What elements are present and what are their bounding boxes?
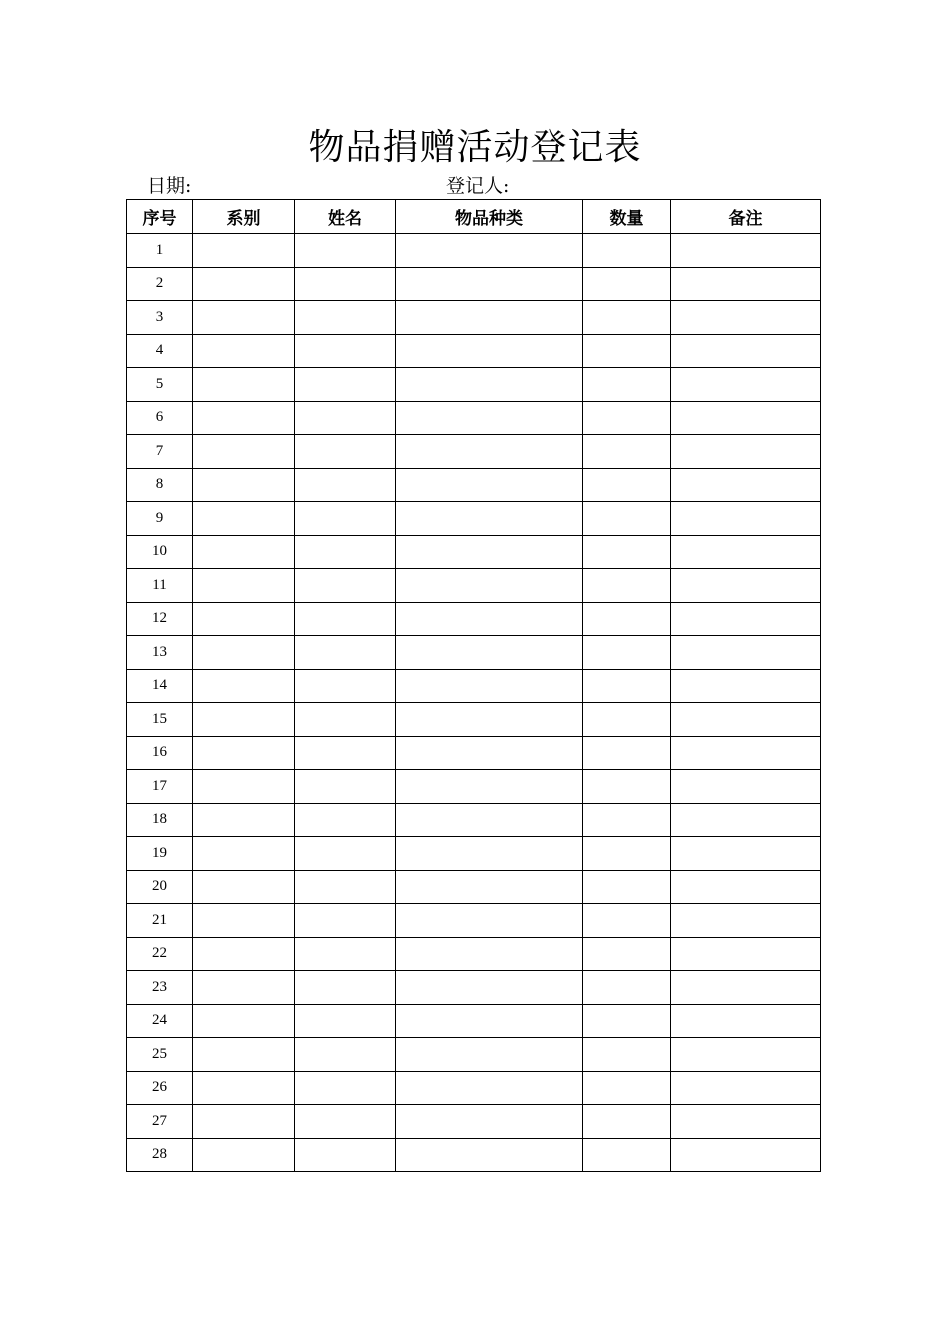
- remarks-cell[interactable]: [671, 569, 821, 603]
- table-row: [127, 234, 821, 268]
- quantity-cell[interactable]: [583, 468, 671, 502]
- seq-cell: 12: [127, 602, 193, 636]
- remarks-cell[interactable]: [671, 937, 821, 971]
- seq-cell: 8: [127, 468, 193, 502]
- department-cell[interactable]: [193, 1004, 295, 1038]
- name-cell[interactable]: [295, 971, 396, 1005]
- seq-cell: 21: [127, 904, 193, 938]
- seq-cell: 5: [127, 368, 193, 402]
- name-cell[interactable]: [295, 1105, 396, 1139]
- item-type-cell[interactable]: [396, 435, 583, 469]
- remarks-cell[interactable]: [671, 971, 821, 1005]
- quantity-cell[interactable]: [583, 602, 671, 636]
- remarks-cell[interactable]: [671, 401, 821, 435]
- name-cell[interactable]: [295, 368, 396, 402]
- table-row: [127, 569, 821, 603]
- seq-cell: 16: [127, 736, 193, 770]
- column-header-name: 姓名: [295, 200, 396, 234]
- seq-cell: 20: [127, 870, 193, 904]
- department-cell[interactable]: [193, 736, 295, 770]
- quantity-cell[interactable]: [583, 736, 671, 770]
- quantity-cell[interactable]: [583, 904, 671, 938]
- seq-cell: 15: [127, 703, 193, 737]
- department-cell[interactable]: [193, 770, 295, 804]
- item-type-cell[interactable]: [396, 301, 583, 335]
- department-cell[interactable]: [193, 401, 295, 435]
- quantity-cell[interactable]: [583, 971, 671, 1005]
- quantity-cell[interactable]: [583, 368, 671, 402]
- name-cell[interactable]: [295, 468, 396, 502]
- remarks-cell[interactable]: [671, 234, 821, 268]
- seq-cell: 26: [127, 1071, 193, 1105]
- seq-cell: 14: [127, 669, 193, 703]
- table-row: [127, 401, 821, 435]
- table-row: [127, 468, 821, 502]
- item-type-cell[interactable]: [396, 803, 583, 837]
- name-cell[interactable]: [295, 502, 396, 536]
- department-cell[interactable]: [193, 502, 295, 536]
- seq-cell: 19: [127, 837, 193, 871]
- table-row: [127, 334, 821, 368]
- remarks-cell[interactable]: [671, 669, 821, 703]
- table-row: [127, 1138, 821, 1172]
- remarks-cell[interactable]: [671, 1105, 821, 1139]
- item-type-cell[interactable]: [396, 971, 583, 1005]
- name-cell[interactable]: [295, 703, 396, 737]
- quantity-cell[interactable]: [583, 334, 671, 368]
- name-cell[interactable]: [295, 669, 396, 703]
- quantity-cell[interactable]: [583, 1004, 671, 1038]
- name-cell[interactable]: [295, 535, 396, 569]
- column-header-quantity: 数量: [583, 200, 671, 234]
- remarks-cell[interactable]: [671, 703, 821, 737]
- item-type-cell[interactable]: [396, 1038, 583, 1072]
- column-header-department: 系别: [193, 200, 295, 234]
- registrar-label: 登记人:: [446, 175, 510, 197]
- quantity-cell[interactable]: [583, 535, 671, 569]
- name-cell[interactable]: [295, 1071, 396, 1105]
- item-type-cell[interactable]: [396, 602, 583, 636]
- department-cell[interactable]: [193, 468, 295, 502]
- name-cell[interactable]: [295, 1138, 396, 1172]
- name-cell[interactable]: [295, 401, 396, 435]
- item-type-cell[interactable]: [396, 334, 583, 368]
- department-cell[interactable]: [193, 837, 295, 871]
- table-row: [127, 602, 821, 636]
- department-cell[interactable]: [193, 267, 295, 301]
- quantity-cell[interactable]: [583, 435, 671, 469]
- seq-cell: 9: [127, 502, 193, 536]
- item-type-cell[interactable]: [396, 669, 583, 703]
- department-cell[interactable]: [193, 904, 295, 938]
- table-row: [127, 971, 821, 1005]
- quantity-cell[interactable]: [583, 1038, 671, 1072]
- name-cell[interactable]: [295, 602, 396, 636]
- table-row: [127, 770, 821, 804]
- seq-cell: 25: [127, 1038, 193, 1072]
- table-row: [127, 1038, 821, 1072]
- quantity-cell[interactable]: [583, 301, 671, 335]
- remarks-cell[interactable]: [671, 904, 821, 938]
- seq-cell: 13: [127, 636, 193, 670]
- seq-cell: 28: [127, 1138, 193, 1172]
- name-cell[interactable]: [295, 1038, 396, 1072]
- department-cell[interactable]: [193, 1038, 295, 1072]
- remarks-cell[interactable]: [671, 368, 821, 402]
- name-cell[interactable]: [295, 1004, 396, 1038]
- remarks-cell[interactable]: [671, 803, 821, 837]
- table-row: [127, 669, 821, 703]
- table-row: [127, 870, 821, 904]
- item-type-cell[interactable]: [396, 1105, 583, 1139]
- table-row: [127, 535, 821, 569]
- department-cell[interactable]: [193, 669, 295, 703]
- item-type-cell[interactable]: [396, 535, 583, 569]
- quantity-cell[interactable]: [583, 669, 671, 703]
- quantity-cell[interactable]: [583, 803, 671, 837]
- table-row: [127, 502, 821, 536]
- quantity-cell[interactable]: [583, 234, 671, 268]
- remarks-cell[interactable]: [671, 1071, 821, 1105]
- quantity-cell[interactable]: [583, 837, 671, 871]
- table-row: [127, 803, 821, 837]
- department-cell[interactable]: [193, 602, 295, 636]
- department-cell[interactable]: [193, 803, 295, 837]
- table-row: [127, 937, 821, 971]
- department-cell[interactable]: [193, 1105, 295, 1139]
- seq-cell: 7: [127, 435, 193, 469]
- remarks-cell[interactable]: [671, 435, 821, 469]
- name-cell[interactable]: [295, 803, 396, 837]
- quantity-cell[interactable]: [583, 1138, 671, 1172]
- seq-cell: 27: [127, 1105, 193, 1139]
- item-type-cell[interactable]: [396, 837, 583, 871]
- remarks-cell[interactable]: [671, 468, 821, 502]
- department-cell[interactable]: [193, 1071, 295, 1105]
- department-cell[interactable]: [193, 569, 295, 603]
- name-cell[interactable]: [295, 334, 396, 368]
- seq-cell: 2: [127, 267, 193, 301]
- name-cell[interactable]: [295, 267, 396, 301]
- quantity-cell[interactable]: [583, 937, 671, 971]
- remarks-cell[interactable]: [671, 334, 821, 368]
- column-header-seq: 序号: [127, 200, 193, 234]
- department-cell[interactable]: [193, 636, 295, 670]
- item-type-cell[interactable]: [396, 401, 583, 435]
- name-cell[interactable]: [295, 435, 396, 469]
- name-cell[interactable]: [295, 937, 396, 971]
- table-row: [127, 267, 821, 301]
- remarks-cell[interactable]: [671, 736, 821, 770]
- item-type-cell[interactable]: [396, 904, 583, 938]
- seq-cell: 10: [127, 535, 193, 569]
- seq-cell: 24: [127, 1004, 193, 1038]
- department-cell[interactable]: [193, 435, 295, 469]
- name-cell[interactable]: [295, 870, 396, 904]
- table-row: [127, 1004, 821, 1038]
- item-type-cell[interactable]: [396, 234, 583, 268]
- seq-cell: 17: [127, 770, 193, 804]
- seq-cell: 22: [127, 937, 193, 971]
- seq-cell: 3: [127, 301, 193, 335]
- department-cell[interactable]: [193, 234, 295, 268]
- name-cell[interactable]: [295, 837, 396, 871]
- quantity-cell[interactable]: [583, 267, 671, 301]
- name-cell[interactable]: [295, 904, 396, 938]
- item-type-cell[interactable]: [396, 636, 583, 670]
- table-row: [127, 1071, 821, 1105]
- table-row: [127, 368, 821, 402]
- quantity-cell[interactable]: [583, 569, 671, 603]
- remarks-cell[interactable]: [671, 502, 821, 536]
- department-cell[interactable]: [193, 703, 295, 737]
- remarks-cell[interactable]: [671, 837, 821, 871]
- remarks-cell[interactable]: [671, 770, 821, 804]
- seq-cell: 11: [127, 569, 193, 603]
- name-cell[interactable]: [295, 770, 396, 804]
- department-cell[interactable]: [193, 301, 295, 335]
- name-cell[interactable]: [295, 636, 396, 670]
- remarks-cell[interactable]: [671, 535, 821, 569]
- remarks-cell[interactable]: [671, 1138, 821, 1172]
- table-row: [127, 435, 821, 469]
- seq-cell: 6: [127, 401, 193, 435]
- date-label: 日期:: [147, 175, 192, 197]
- quantity-cell[interactable]: [583, 770, 671, 804]
- remarks-cell[interactable]: [671, 301, 821, 335]
- item-type-cell[interactable]: [396, 703, 583, 737]
- page-title: 物品捐赠活动登记表: [308, 127, 642, 168]
- table-row: [127, 736, 821, 770]
- donation-register-table: [126, 199, 821, 1172]
- remarks-cell[interactable]: [671, 1038, 821, 1072]
- item-type-cell[interactable]: [396, 468, 583, 502]
- item-type-cell[interactable]: [396, 1071, 583, 1105]
- item-type-cell[interactable]: [396, 870, 583, 904]
- remarks-cell[interactable]: [671, 1004, 821, 1038]
- item-type-cell[interactable]: [396, 770, 583, 804]
- quantity-cell[interactable]: [583, 1105, 671, 1139]
- table-row: [127, 636, 821, 670]
- quantity-cell[interactable]: [583, 870, 671, 904]
- quantity-cell[interactable]: [583, 703, 671, 737]
- table-row: [127, 1105, 821, 1139]
- table-row: [127, 301, 821, 335]
- remarks-cell[interactable]: [671, 870, 821, 904]
- department-cell[interactable]: [193, 971, 295, 1005]
- quantity-cell[interactable]: [583, 502, 671, 536]
- department-cell[interactable]: [193, 870, 295, 904]
- seq-cell: 4: [127, 334, 193, 368]
- remarks-cell[interactable]: [671, 636, 821, 670]
- quantity-cell[interactable]: [583, 1071, 671, 1105]
- item-type-cell[interactable]: [396, 1138, 583, 1172]
- item-type-cell[interactable]: [396, 368, 583, 402]
- table-row: [127, 904, 821, 938]
- department-cell[interactable]: [193, 535, 295, 569]
- remarks-cell[interactable]: [671, 267, 821, 301]
- item-type-cell[interactable]: [396, 736, 583, 770]
- name-cell[interactable]: [295, 569, 396, 603]
- item-type-cell[interactable]: [396, 1004, 583, 1038]
- department-cell[interactable]: [193, 368, 295, 402]
- department-cell[interactable]: [193, 1138, 295, 1172]
- remarks-cell[interactable]: [671, 602, 821, 636]
- department-cell[interactable]: [193, 334, 295, 368]
- column-header-remarks: 备注: [671, 200, 821, 234]
- table-header-row: [127, 200, 821, 234]
- seq-cell: 1: [127, 234, 193, 268]
- item-type-cell[interactable]: [396, 502, 583, 536]
- item-type-cell[interactable]: [396, 569, 583, 603]
- name-cell[interactable]: [295, 301, 396, 335]
- seq-cell: 18: [127, 803, 193, 837]
- quantity-cell[interactable]: [583, 401, 671, 435]
- department-cell[interactable]: [193, 937, 295, 971]
- column-header-item-type: 物品种类: [396, 200, 583, 234]
- item-type-cell[interactable]: [396, 267, 583, 301]
- table-row: [127, 703, 821, 737]
- seq-cell: 23: [127, 971, 193, 1005]
- table-row: [127, 837, 821, 871]
- item-type-cell[interactable]: [396, 937, 583, 971]
- name-cell[interactable]: [295, 736, 396, 770]
- quantity-cell[interactable]: [583, 636, 671, 670]
- name-cell[interactable]: [295, 234, 396, 268]
